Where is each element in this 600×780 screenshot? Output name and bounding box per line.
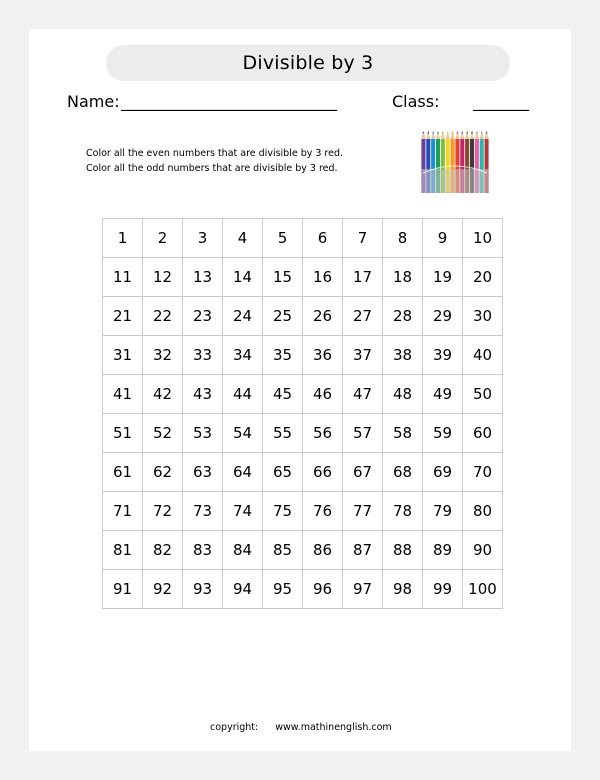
grid-row <box>103 297 503 336</box>
grid-cell[interactable]: 57 <box>343 414 383 453</box>
grid-cell[interactable]: 93 <box>183 570 223 609</box>
colored-pencils-icon <box>419 129 491 195</box>
grid-cell[interactable]: 21 <box>103 297 143 336</box>
grid-cell[interactable]: 75 <box>263 492 303 531</box>
grid-cell[interactable]: 68 <box>383 453 423 492</box>
name-field-line: ___________________________ <box>121 92 337 111</box>
instruction-line-odd: Color all the odd numbers that are divisible by 3 red. <box>86 163 338 174</box>
grid-cell[interactable]: 41 <box>103 375 143 414</box>
grid-cell[interactable]: 72 <box>143 492 183 531</box>
worksheet-page <box>29 29 571 751</box>
grid-cell[interactable]: 9 <box>423 219 463 258</box>
grid-row <box>103 219 503 258</box>
grid-cell[interactable]: 10 <box>463 219 503 258</box>
pencil-lead-icon <box>476 131 478 134</box>
grid-cell[interactable]: 56 <box>303 414 343 453</box>
grid-cell[interactable]: 13 <box>183 258 223 297</box>
grid-cell[interactable]: 78 <box>383 492 423 531</box>
grid-cell[interactable]: 5 <box>263 219 303 258</box>
grid-cell[interactable]: 66 <box>303 453 343 492</box>
copyright-label: copyright: <box>210 722 259 733</box>
grid-cell[interactable]: 50 <box>463 375 503 414</box>
grid-cell[interactable]: 37 <box>343 336 383 375</box>
grid-cell[interactable]: 65 <box>263 453 303 492</box>
pencil-lead-icon <box>461 131 463 134</box>
pencil-lead-icon <box>456 131 458 134</box>
instructions <box>86 146 386 176</box>
grid-cell[interactable]: 38 <box>383 336 423 375</box>
class-label: Class: <box>392 92 440 111</box>
grid-cell[interactable]: 88 <box>383 531 423 570</box>
grid-row <box>103 570 503 609</box>
grid-cell[interactable]: 69 <box>423 453 463 492</box>
grid-cell[interactable]: 59 <box>423 414 463 453</box>
grid-cell[interactable]: 44 <box>223 375 263 414</box>
grid-cell[interactable]: 90 <box>463 531 503 570</box>
grid-cell[interactable]: 54 <box>223 414 263 453</box>
grid-cell[interactable]: 100 <box>463 570 503 609</box>
grid-cell[interactable]: 61 <box>103 453 143 492</box>
grid-cell[interactable]: 40 <box>463 336 503 375</box>
grid-cell[interactable]: 16 <box>303 258 343 297</box>
grid-cell[interactable]: 62 <box>143 453 183 492</box>
grid-cell[interactable]: 20 <box>463 258 503 297</box>
grid-cell[interactable]: 2 <box>143 219 183 258</box>
grid-cell[interactable]: 81 <box>103 531 143 570</box>
grid-cell[interactable]: 35 <box>263 336 303 375</box>
grid-cell[interactable]: 99 <box>423 570 463 609</box>
grid-cell[interactable]: 48 <box>383 375 423 414</box>
hundreds-chart <box>102 218 503 609</box>
grid-cell[interactable]: 27 <box>343 297 383 336</box>
grid-cell[interactable]: 28 <box>383 297 423 336</box>
grid-cell[interactable]: 14 <box>223 258 263 297</box>
grid-cell[interactable]: 36 <box>303 336 343 375</box>
grid-row <box>103 336 503 375</box>
pencil-lead-icon <box>432 131 434 134</box>
grid-cell[interactable]: 52 <box>143 414 183 453</box>
grid-cell[interactable]: 45 <box>263 375 303 414</box>
grid-cell[interactable]: 8 <box>383 219 423 258</box>
grid-cell[interactable]: 79 <box>423 492 463 531</box>
grid-cell[interactable]: 11 <box>103 258 143 297</box>
grid-cell[interactable]: 60 <box>463 414 503 453</box>
grid-cell[interactable]: 76 <box>303 492 343 531</box>
grid-cell[interactable]: 97 <box>343 570 383 609</box>
grid-cell[interactable]: 33 <box>183 336 223 375</box>
pencil-lead-icon <box>486 131 488 134</box>
grid-row <box>103 258 503 297</box>
grid-cell[interactable]: 92 <box>143 570 183 609</box>
grid-cell[interactable]: 58 <box>383 414 423 453</box>
grid-cell[interactable]: 43 <box>183 375 223 414</box>
grid-cell[interactable]: 82 <box>143 531 183 570</box>
grid-cell[interactable]: 32 <box>143 336 183 375</box>
instruction-line-even: Color all the even numbers that are divisible by 3 red. <box>86 148 344 159</box>
grid-cell[interactable]: 15 <box>263 258 303 297</box>
pencil-lead-icon <box>437 131 439 134</box>
grid-cell[interactable]: 70 <box>463 453 503 492</box>
pencil-lead-icon <box>481 131 483 134</box>
grid-cell[interactable]: 25 <box>263 297 303 336</box>
name-label: Name: <box>67 92 120 111</box>
grid-cell[interactable]: 98 <box>383 570 423 609</box>
grid-cell[interactable]: 34 <box>223 336 263 375</box>
grid-cell[interactable]: 89 <box>423 531 463 570</box>
grid-cell[interactable]: 29 <box>423 297 463 336</box>
grid-cell[interactable]: 95 <box>263 570 303 609</box>
grid-cell[interactable]: 94 <box>223 570 263 609</box>
grid-cell[interactable]: 74 <box>223 492 263 531</box>
grid-cell[interactable]: 4 <box>223 219 263 258</box>
grid-cell[interactable]: 96 <box>303 570 343 609</box>
grid-row <box>103 531 503 570</box>
grid-cell[interactable]: 83 <box>183 531 223 570</box>
grid-cell[interactable]: 46 <box>303 375 343 414</box>
grid-row <box>103 414 503 453</box>
grid-cell[interactable]: 53 <box>183 414 223 453</box>
grid-row <box>103 453 503 492</box>
grid-cell[interactable]: 86 <box>303 531 343 570</box>
pencil-lead-icon <box>452 131 454 134</box>
grid-cell[interactable]: 67 <box>343 453 383 492</box>
website-link[interactable]: www.mathinenglish.com <box>275 722 392 733</box>
grid-cell[interactable]: 31 <box>103 336 143 375</box>
grid-cell[interactable]: 73 <box>183 492 223 531</box>
pencil-lead-icon <box>422 131 424 134</box>
pencil-lead-icon <box>466 131 468 134</box>
grid-row <box>103 375 503 414</box>
grid-cell[interactable]: 22 <box>143 297 183 336</box>
grid-row <box>103 492 503 531</box>
pencil-lead-icon <box>471 131 473 134</box>
grid-cell[interactable]: 17 <box>343 258 383 297</box>
grid-cell[interactable]: 23 <box>183 297 223 336</box>
grid-cell[interactable]: 7 <box>343 219 383 258</box>
grid-cell[interactable]: 63 <box>183 453 223 492</box>
footer <box>210 722 392 733</box>
worksheet-title: Divisible by 3 <box>106 45 510 81</box>
grid-cell[interactable]: 3 <box>183 219 223 258</box>
grid-cell[interactable]: 80 <box>463 492 503 531</box>
grid-cell[interactable]: 47 <box>343 375 383 414</box>
grid-cell[interactable]: 24 <box>223 297 263 336</box>
grid-cell[interactable]: 18 <box>383 258 423 297</box>
grid-cell[interactable]: 30 <box>463 297 503 336</box>
grid-cell[interactable]: 19 <box>423 258 463 297</box>
grid-cell[interactable]: 42 <box>143 375 183 414</box>
grid-cell[interactable]: 87 <box>343 531 383 570</box>
grid-cell[interactable]: 49 <box>423 375 463 414</box>
grid-cell[interactable]: 64 <box>223 453 263 492</box>
grid-cell[interactable]: 77 <box>343 492 383 531</box>
grid-cell[interactable]: 91 <box>103 570 143 609</box>
grid-cell[interactable]: 12 <box>143 258 183 297</box>
grid-cell[interactable]: 39 <box>423 336 463 375</box>
pencil-lead-icon <box>442 131 444 134</box>
grid-cell[interactable]: 6 <box>303 219 343 258</box>
grid-cell[interactable]: 1 <box>103 219 143 258</box>
pencil-lead-icon <box>447 131 449 134</box>
name-class-row <box>67 90 547 114</box>
pencil-lead-icon <box>427 131 429 134</box>
grid-cell[interactable]: 26 <box>303 297 343 336</box>
grid-cell[interactable]: 85 <box>263 531 303 570</box>
class-field-line: _______ <box>473 92 529 111</box>
grid-cell[interactable]: 51 <box>103 414 143 453</box>
grid-cell[interactable]: 55 <box>263 414 303 453</box>
grid-cell[interactable]: 71 <box>103 492 143 531</box>
grid-cell[interactable]: 84 <box>223 531 263 570</box>
